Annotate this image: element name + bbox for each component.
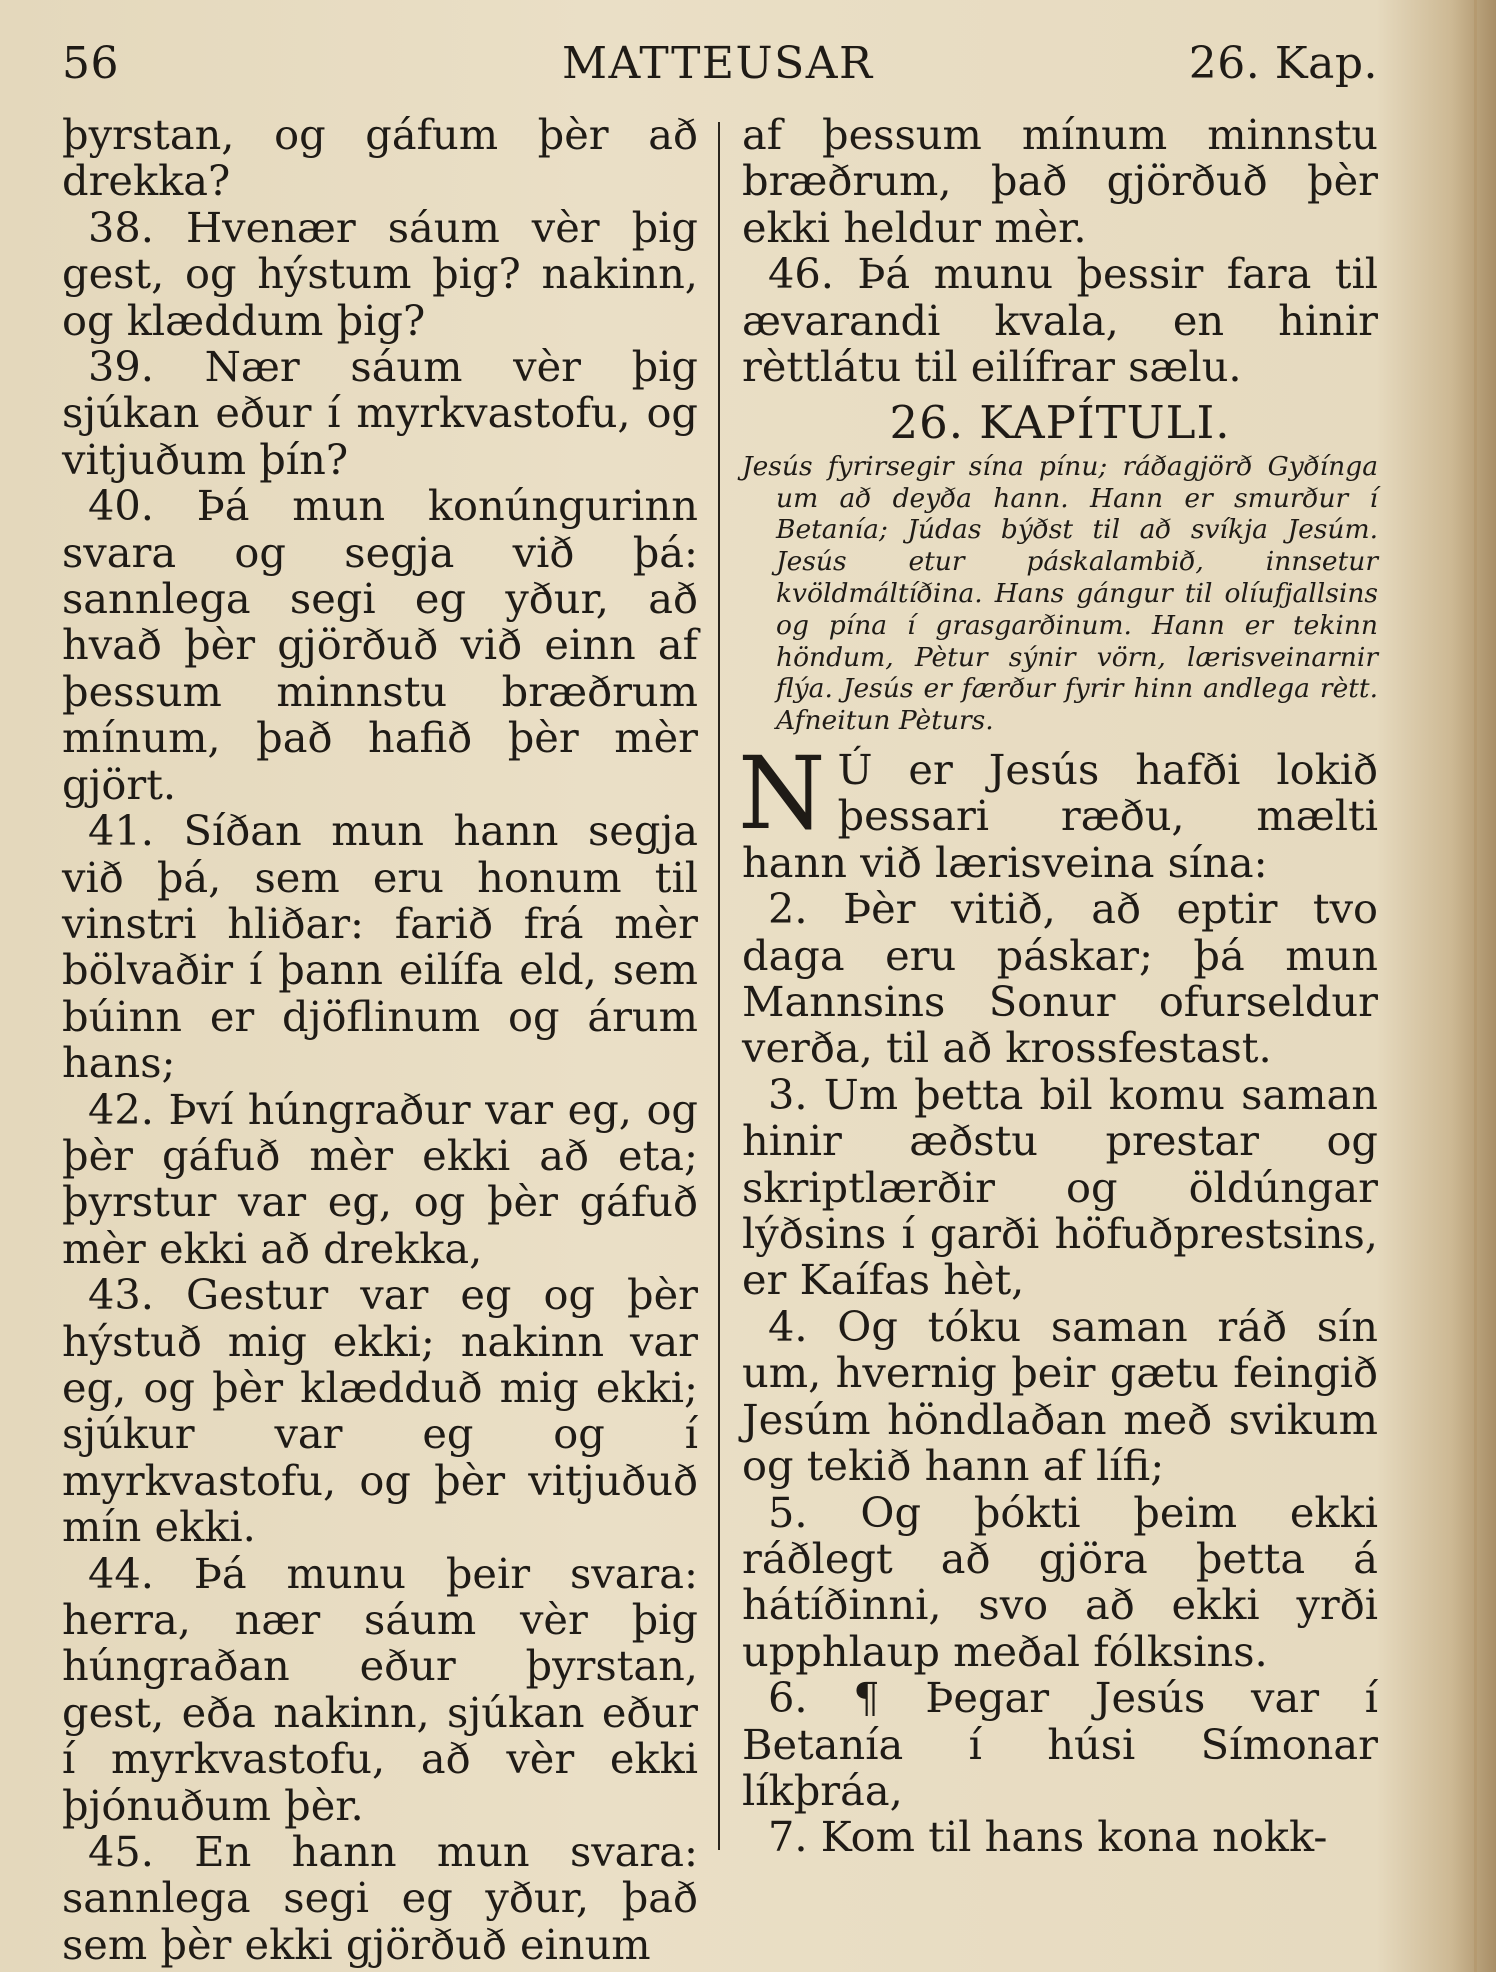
verse-45: 45. En hann mun svara: sannlega segi eg yður, það sem þèr ekki gjörðuð einum	[62, 1827, 698, 1969]
chapter-indicator: 26. Kap.	[1188, 38, 1378, 89]
chapter-summary: Jesús fyrirsegir sína pínu; ráðagjörð Gyðínga um að deyða hann. Hann er smurður í Betanía; Júdas býðst til að svíkja Jesúm. Jesús etur páskalambið, innsetur kvöldmáltíðina. Hans gángur til olíufjallsins og pína í grasgarðinum. Hann er tekinn höndum, Pètur sýnir vörn, lærisveinarnir flýa. Jesús er færður fyrir hinn andlega rètt. Afneitun Pèturs.	[742, 450, 1378, 737]
left-column	[62, 112, 698, 1968]
page-header	[62, 38, 1378, 98]
verse-continuation-right: af þessum mínum minnstu bræðrum, það gjörðuð þèr ekki heldur mèr.	[742, 110, 1378, 252]
page-edge	[1474, 0, 1477, 1972]
running-title: MATTEUSAR	[562, 38, 874, 89]
verse-39: 39. Nær sáum vèr þig sjúkan eður í myrkvastofu, og vitjuðum þín?	[62, 342, 698, 484]
column-divider	[718, 122, 720, 1850]
verse-3: 3. Um þetta bil komu saman hinir æðstu prestar og skriptlærðir og öldúngar lýðsins í garði höfuðprestsins, er Kaífas hèt,	[742, 1069, 1378, 1305]
verse-43: 43. Gestur var eg og þèr hýstuð mig ekki; nakinn var eg, og þèr klædduð mig ekki; sjúkur var eg og í myrkvastofu, og þèr vitjuðuð mín ekki.	[62, 1270, 698, 1552]
verse-1	[738, 735, 1378, 887]
verse-40: 40. Þá mun konúngurinn svara og segja við þá: sannlega segi eg yður, að hvað þèr gjörðuð við einn af þessum minnstu bræðrum mínum, það hafið þèr mèr gjört.	[62, 481, 698, 809]
verse-4: 4. Og tóku saman ráð sín um, hvernig þeir gætu feingið Jesúm höndlaðan með svikum og tekið hann af lífi;	[742, 1301, 1378, 1491]
verse-7: 7. Kom til hans kona nokk-	[768, 1812, 1328, 1862]
verse-42: 42. Því húngraður var eg, og þèr gáfuð mèr ekki að eta; þyrstur var eg, og þèr gáfuð mèr ekki að drekka,	[62, 1084, 698, 1273]
right-column	[738, 110, 1378, 1862]
verse-2: 2. Þèr vitið, að eptir tvo daga eru páskar; þá mun Mannsins Sonur ofurseldur verða, til að krossfestast.	[742, 884, 1378, 1073]
verse-5: 5. Og þókti þeim ekki ráðlegt að gjöra þetta á hátíðinni, svo að ekki yrði upphlaup meðal fólksins.	[742, 1487, 1378, 1676]
verse-44: 44. Þá munu þeir svara: herra, nær sáum vèr þig húngraðan eður þyrstan, gest, eða nakinn, sjúkan eður í myrkvastofu, að vèr ekki þjónuðum þèr.	[62, 1548, 698, 1830]
verse-6: 6. ¶ Þegar Jesús var í Betanía í húsi Símonar líkþráa,	[742, 1673, 1378, 1815]
verse-38: 38. Hvenær sáum vèr þig gest, og hýstum þig? nakinn, og klæddum þig?	[62, 202, 698, 345]
drop-cap: N	[738, 735, 826, 853]
verse-41: 41. Síðan mun hann segja við þá, sem eru honum til vinstri hliðar: farið frá mèr bölvaðir í þann eilífa eld, sem búinn er djöflinum og árum hans;	[62, 806, 698, 1088]
page-number: 56	[62, 38, 119, 89]
verse-1-text: Ú er Jesús hafði lokið þessari ræðu, mælti hann við lærisveina sína:	[742, 745, 1378, 887]
verse-continuation: þyrstan, og gáfum þèr að drekka?	[62, 110, 698, 206]
chapter-heading: 26. KAPÍTULI.	[889, 396, 1231, 450]
verse-46: 46. Þá munu þessir fara til ævarandi kvala, en hinir rèttlátu til eilífrar sælu.	[742, 249, 1378, 392]
